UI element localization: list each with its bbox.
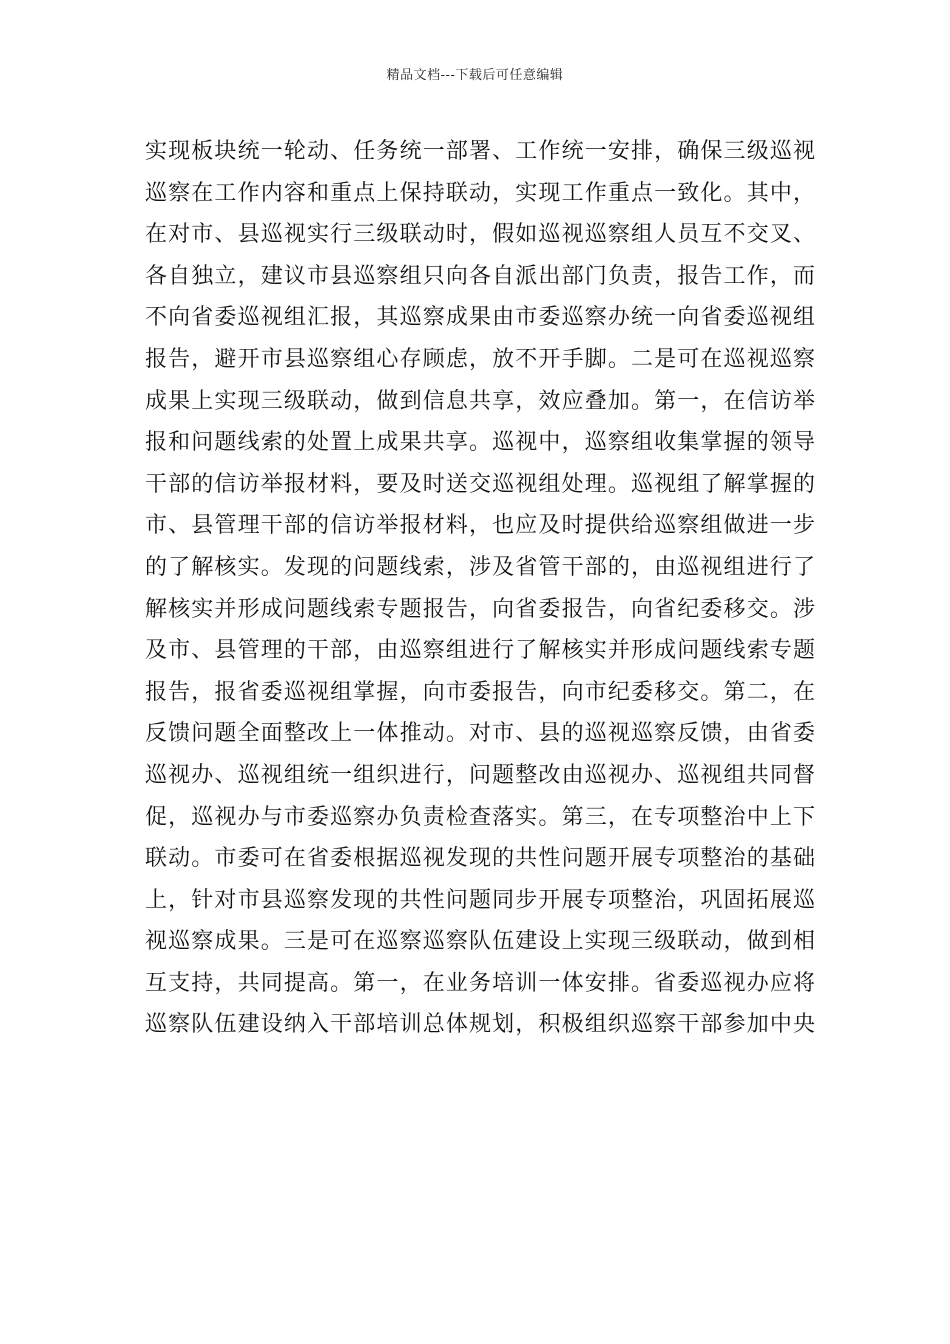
page-header: 精品文档---下载后可任意编辑	[386, 68, 564, 83]
body-text	[145, 131, 815, 1046]
text-line-8: 报和问题线索的处置上成果共享。巡视中，巡察组收集掌握的领导	[145, 430, 815, 456]
text-line-18: 联动。市委可在省委根据巡视发现的共性问题开展专项整治的基础	[145, 846, 815, 872]
text-line-21: 互支持，共同提高。第一，在业务培训一体安排。省委巡视办应将	[145, 970, 815, 996]
text-line-9: 干部的信访举报材料，要及时送交巡视组处理。巡视组了解掌握的	[145, 471, 815, 497]
text-line-16: 巡视办、巡视组统一组织进行，问题整改由巡视办、巡视组共同督	[145, 762, 815, 788]
text-line-14: 报告，报省委巡视组掌握，向市委报告，向市纪委移交。第二，在	[145, 679, 815, 705]
text-line-3: 在对市、县巡视实行三级联动时，假如巡视巡察组人员互不交叉、	[145, 222, 815, 248]
text-line-20: 视巡察成果。三是可在巡察巡察队伍建设上实现三级联动，做到相	[145, 929, 815, 955]
text-line-22: 巡察队伍建设纳入干部培训总体规划，积极组织巡察干部参加中央	[145, 1012, 815, 1038]
text-line-6: 报告，避开市县巡察组心存顾虑，放不开手脚。二是可在巡视巡察	[145, 346, 815, 372]
text-line-7: 成果上实现三级联动，做到信息共享，效应叠加。第一，在信访举	[145, 388, 815, 414]
text-line-19: 上，针对市县巡察发现的共性问题同步开展专项整治，巩固拓展巡	[145, 887, 815, 913]
text-line-10: 市、县管理干部的信访举报材料，也应及时提供给巡察组做进一步	[145, 513, 815, 539]
text-line-11: 的了解核实。发现的问题线索，涉及省管干部的，由巡视组进行了	[145, 554, 815, 580]
text-line-12: 解核实并形成问题线索专题报告，向省委报告，向省纪委移交。涉	[145, 596, 815, 622]
text-line-13: 及市、县管理的干部，由巡察组进行了解核实并形成问题线索专题	[145, 638, 815, 664]
text-line-15: 反馈问题全面整改上一体推动。对市、县的巡视巡察反馈，由省委	[145, 721, 815, 747]
text-line-2: 巡察在工作内容和重点上保持联动，实现工作重点一致化。其中，	[145, 180, 815, 206]
text-line-4: 各自独立，建议市县巡察组只向各自派出部门负责，报告工作，而	[145, 263, 815, 289]
text-line-17: 促，巡视办与市委巡察办负责检查落实。第三，在专项整治中上下	[145, 804, 815, 830]
text-line-5: 不向省委巡视组汇报，其巡察成果由市委巡察办统一向省委巡视组	[145, 305, 815, 331]
text-line-1: 实现板块统一轮动、任务统一部署、工作统一安排，确保三级巡视	[145, 139, 815, 164]
